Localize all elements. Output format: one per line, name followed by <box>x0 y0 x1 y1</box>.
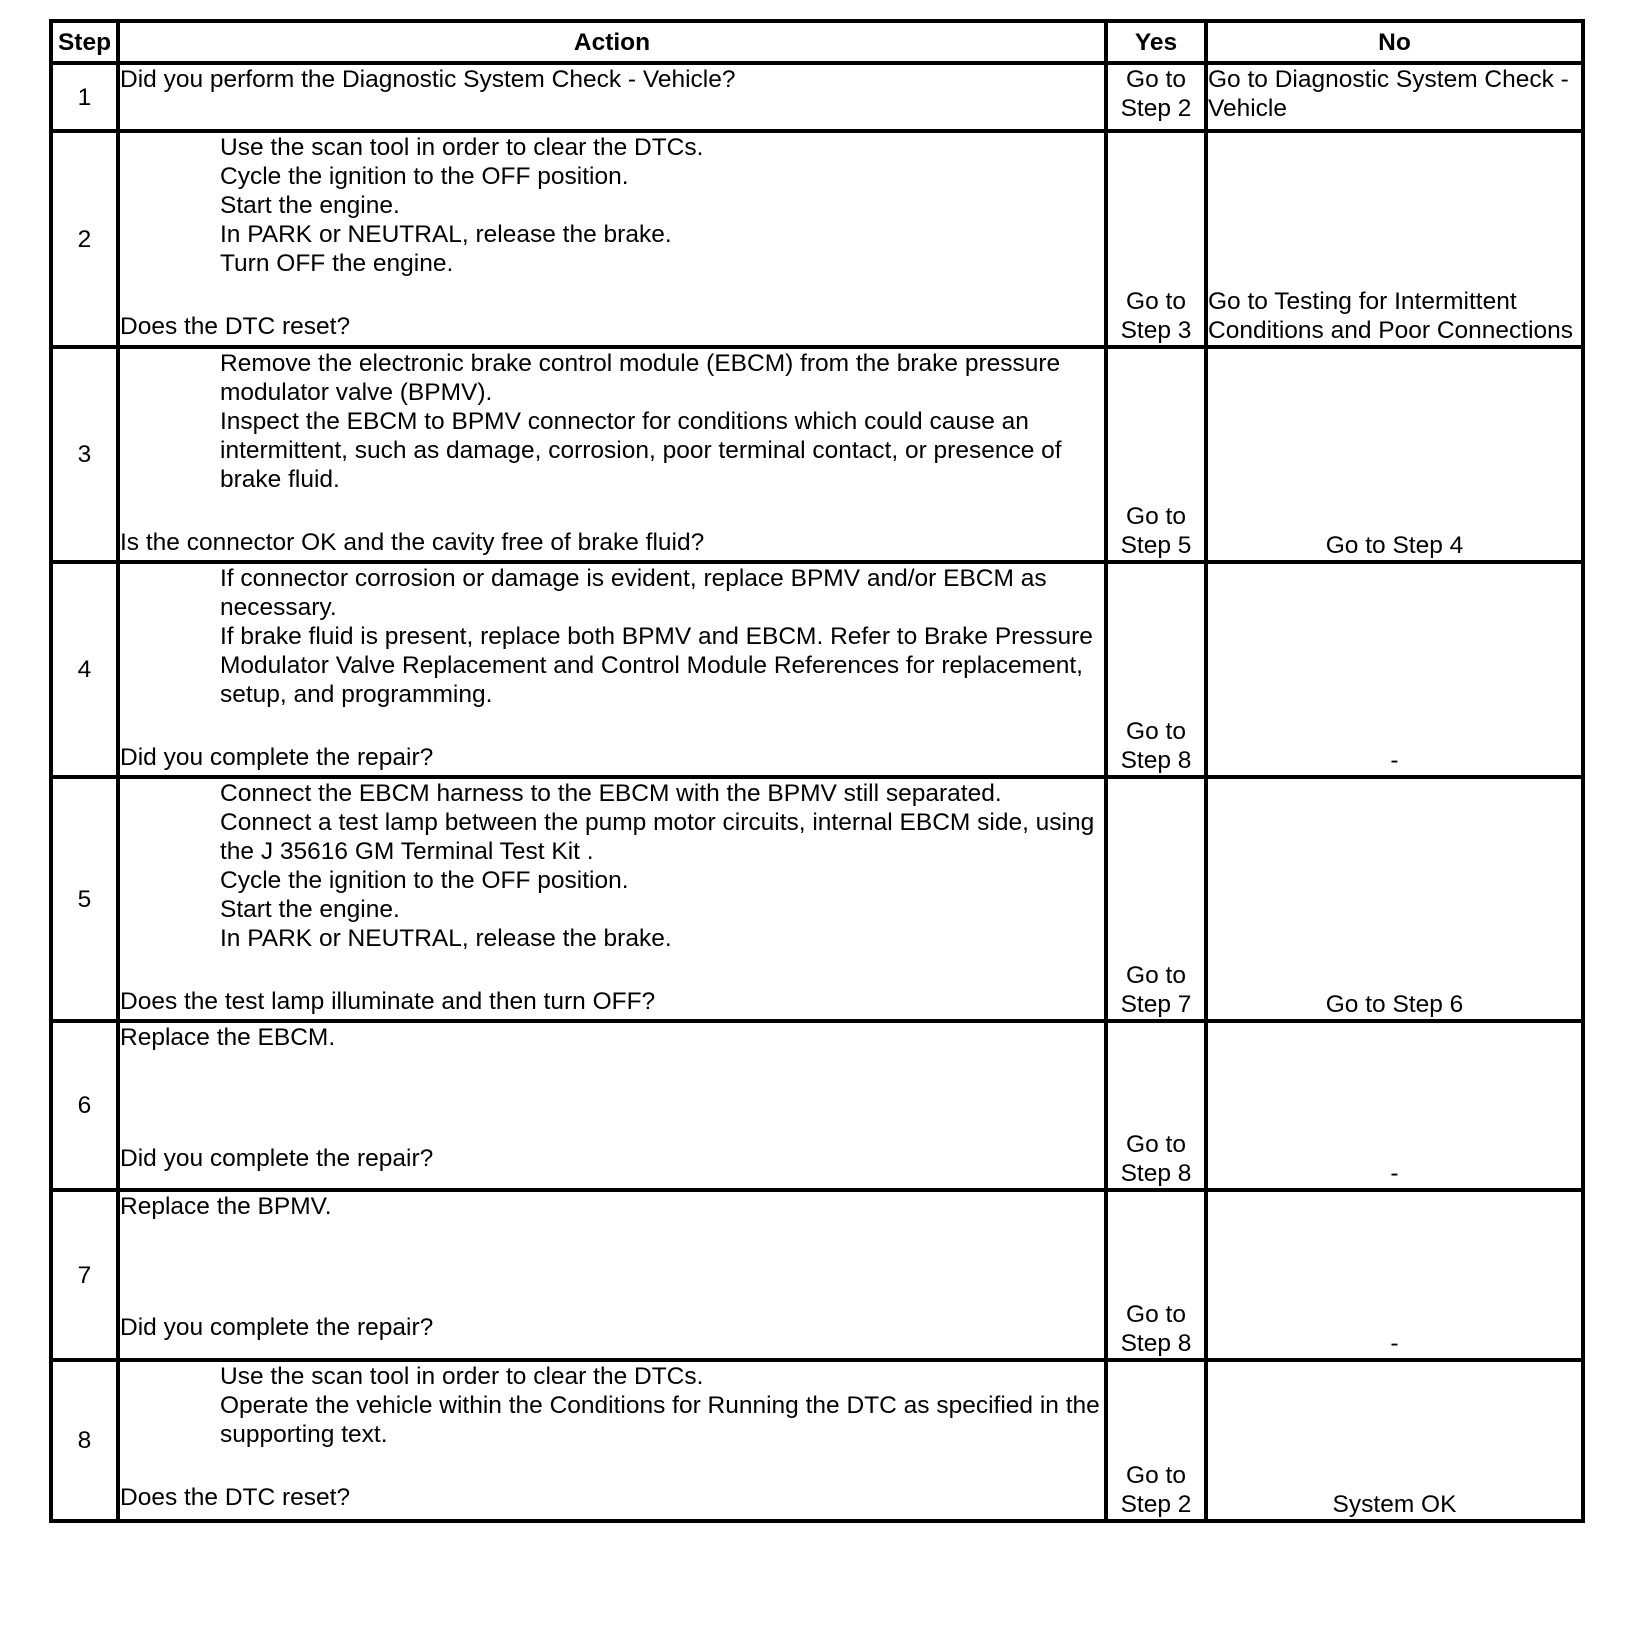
header-yes: Yes <box>1106 21 1206 63</box>
table-row <box>51 562 1583 777</box>
substep: Connect a test lamp between the pump motor circuits, internal EBCM side, using the J 35616 GM Terminal Test Kit . <box>220 809 1095 865</box>
action-cell <box>118 131 1106 347</box>
table-row <box>51 777 1583 1021</box>
substep-list <box>120 133 1104 312</box>
table-row <box>51 63 1583 131</box>
action-question: Does the test lamp illuminate and then turn OFF? <box>120 988 656 1015</box>
substep-list <box>120 779 1104 987</box>
substep: Operate the vehicle within the Conditions for Running the DTC as specified in the supporting text. <box>220 1392 1100 1448</box>
substep: Remove the electronic brake control module (EBCM) from the brake pressure modulator valve (BPMV). <box>220 350 1061 406</box>
action-cell <box>118 562 1106 777</box>
step-number: 3 <box>51 347 118 562</box>
yes-step: Step 7 <box>1120 991 1192 1018</box>
yes-cell <box>1106 777 1206 1021</box>
action-question: Is the connector OK and the cavity free of brake fluid? <box>120 529 705 556</box>
action-question: Did you complete the repair? <box>120 744 434 771</box>
step-number: 5 <box>51 777 118 1021</box>
substep: If connector corrosion or damage is evident, replace BPMV and/or EBCM as necessary. <box>220 565 1047 621</box>
substep: Inspect the EBCM to BPMV connector for conditions which could cause an intermittent, such as damage, corrosion, poor terminal contact, or presence of brake fluid. <box>220 408 1062 493</box>
substep: Start the engine. <box>220 896 400 923</box>
yes-goto: Go to <box>1126 288 1186 315</box>
substep: Use the scan tool in order to clear the DTCs. <box>220 1363 704 1390</box>
substep: Use the scan tool in order to clear the DTCs. <box>220 134 704 161</box>
action-question: Did you perform the Diagnostic System Check - Vehicle? <box>120 66 736 93</box>
yes-step: Step 8 <box>1120 1330 1192 1357</box>
substep: Turn OFF the engine. <box>220 250 454 277</box>
yes-step: Step 2 <box>1120 1491 1192 1518</box>
no-cell: System OK <box>1206 1360 1583 1521</box>
no-cell: - <box>1206 562 1583 777</box>
yes-goto: Go to <box>1126 1131 1186 1158</box>
action-instruction: Replace the EBCM. <box>120 1024 336 1051</box>
substep: If brake fluid is present, replace both BPMV and EBCM. Refer to Brake Pressure Modulator Valve Replacement and Control Module References for replacement, setup, and programming. <box>220 623 1093 708</box>
yes-step: Step 3 <box>1120 317 1192 344</box>
table-row <box>51 347 1583 562</box>
no-cell: Go to Diagnostic System Check - Vehicle <box>1206 63 1583 131</box>
yes-goto: Go to <box>1126 962 1186 989</box>
no-cell: Go to Step 4 <box>1206 347 1583 562</box>
substep: Cycle the ignition to the OFF position. <box>220 867 629 894</box>
step-number: 6 <box>51 1021 118 1190</box>
yes-goto: Go to <box>1126 1462 1186 1489</box>
header-row <box>51 21 1583 63</box>
step-number: 7 <box>51 1190 118 1360</box>
action-instruction: Replace the BPMV. <box>120 1193 332 1220</box>
step-number: 2 <box>51 131 118 347</box>
yes-goto: Go to <box>1126 503 1186 530</box>
substep-list <box>120 564 1104 743</box>
action-cell <box>118 777 1106 1021</box>
yes-cell <box>1106 1360 1206 1521</box>
substep: In PARK or NEUTRAL, release the brake. <box>220 221 672 248</box>
action-cell <box>118 63 1106 131</box>
yes-goto: Go to <box>1126 66 1186 93</box>
yes-step: Step 8 <box>1120 747 1192 774</box>
action-question: Does the DTC reset? <box>120 1484 351 1511</box>
table-row <box>51 131 1583 347</box>
step-number: 1 <box>51 63 118 131</box>
action-cell <box>118 1360 1106 1521</box>
substep-list <box>120 1362 1104 1483</box>
action-cell <box>118 1190 1106 1360</box>
action-cell <box>118 347 1106 562</box>
no-cell: - <box>1206 1190 1583 1360</box>
header-step: Step <box>51 21 118 63</box>
action-cell <box>118 1021 1106 1190</box>
substep: Connect the EBCM harness to the EBCM with the BPMV still separated. <box>220 780 1002 807</box>
step-number: 8 <box>51 1360 118 1521</box>
header-no: No <box>1206 21 1583 63</box>
action-question: Did you complete the repair? <box>120 1145 434 1172</box>
substep: Cycle the ignition to the OFF position. <box>220 163 629 190</box>
no-cell: Go to Testing for Intermittent Conditions and Poor Connections <box>1206 131 1583 347</box>
table-row <box>51 1360 1583 1521</box>
action-question: Does the DTC reset? <box>120 313 351 340</box>
yes-cell <box>1106 562 1206 777</box>
step-number: 4 <box>51 562 118 777</box>
yes-step: Step 2 <box>1120 95 1192 122</box>
yes-step: Step 8 <box>1120 1160 1192 1187</box>
header-action: Action <box>118 21 1106 63</box>
yes-goto: Go to <box>1126 1301 1186 1328</box>
table-row <box>51 1021 1583 1190</box>
substep: In PARK or NEUTRAL, release the brake. <box>220 925 672 952</box>
table-row <box>51 1190 1583 1360</box>
substep-list <box>120 349 1104 528</box>
yes-cell <box>1106 1021 1206 1190</box>
yes-cell <box>1106 1190 1206 1360</box>
yes-step: Step 5 <box>1120 532 1192 559</box>
yes-cell <box>1106 63 1206 131</box>
no-cell: - <box>1206 1021 1583 1190</box>
action-question: Did you complete the repair? <box>120 1314 434 1341</box>
yes-cell <box>1106 347 1206 562</box>
substep: Start the engine. <box>220 192 400 219</box>
yes-cell <box>1106 131 1206 347</box>
no-cell: Go to Step 6 <box>1206 777 1583 1021</box>
diagnostic-table <box>49 19 1585 1523</box>
yes-goto: Go to <box>1126 718 1186 745</box>
